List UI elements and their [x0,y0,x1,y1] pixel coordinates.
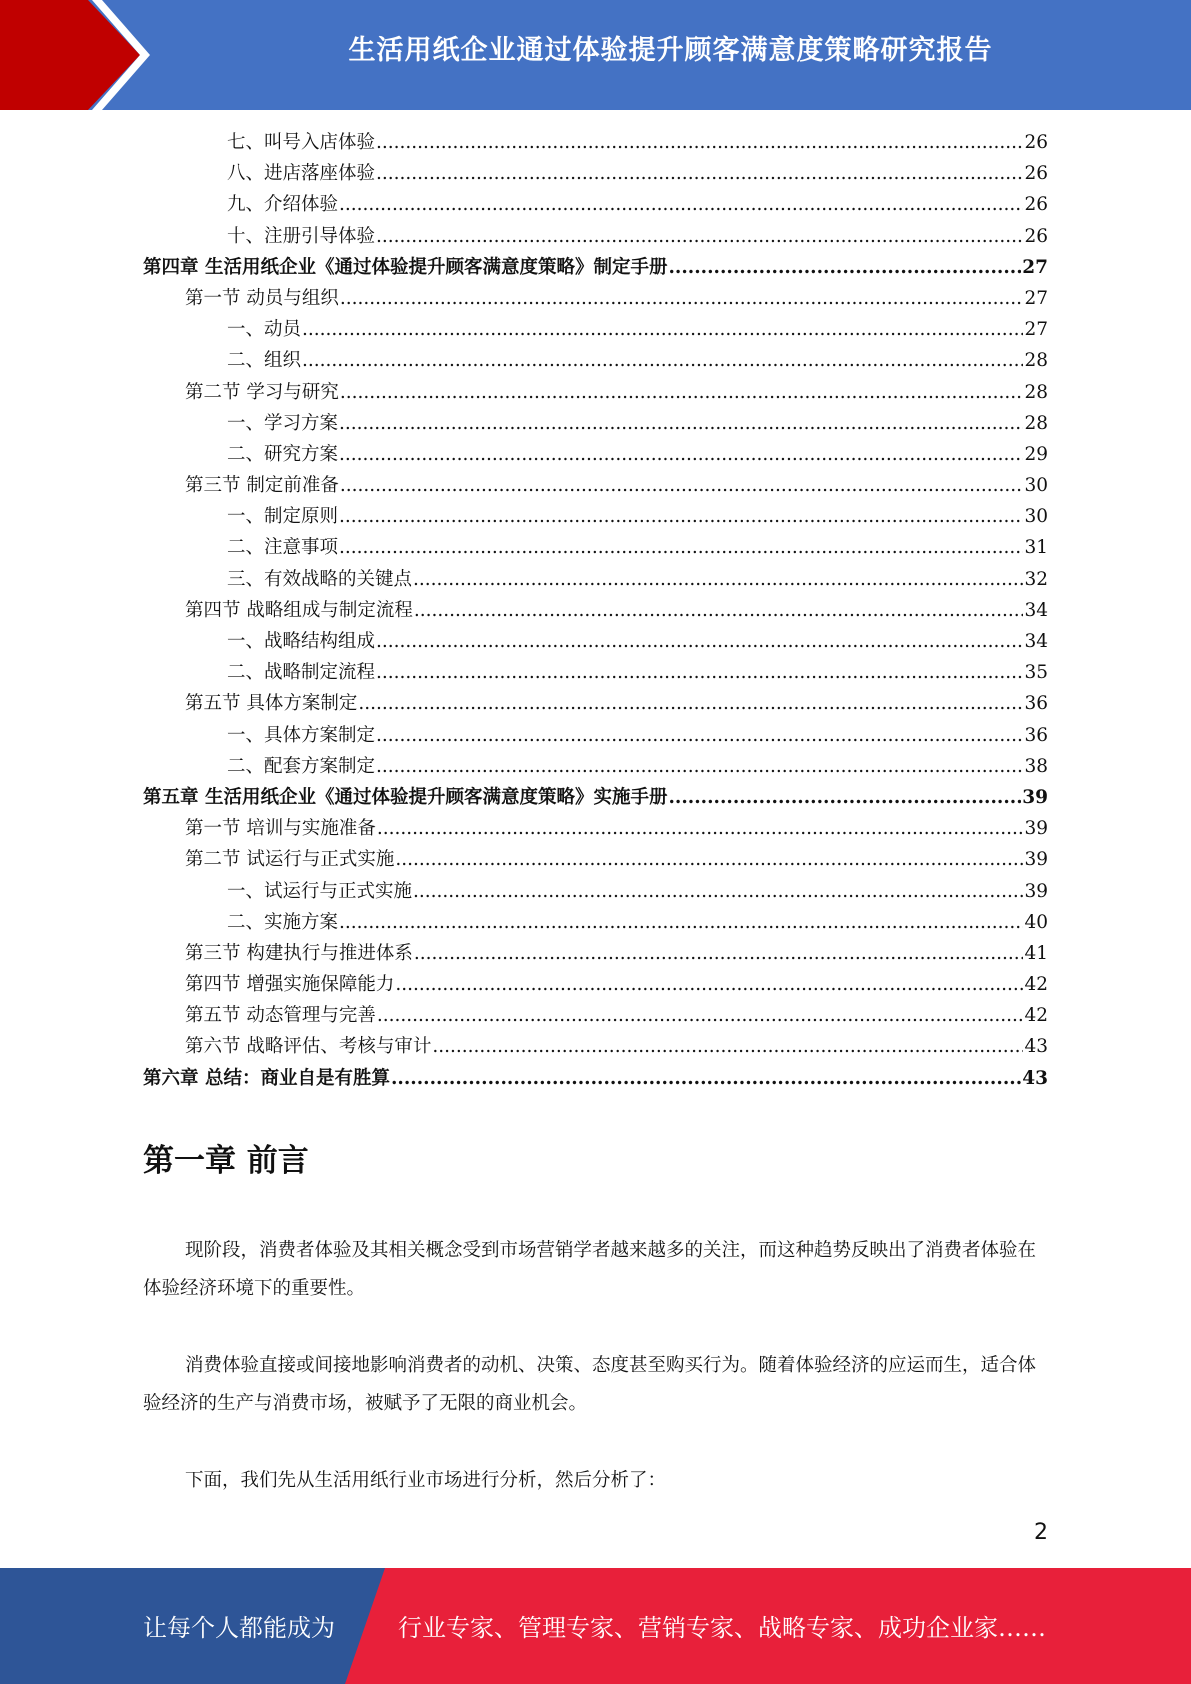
toc-entry-title: 第五节 动态管理与完善 [185,1005,376,1027]
toc-entry-page: 39 [1024,818,1048,840]
toc-entry-page: 27 [1022,256,1048,278]
toc-entry-page: 32 [1024,568,1048,590]
toc-entry[interactable] [185,1000,1048,1031]
toc-entry-page: 27 [1024,319,1048,341]
header-title: 生活用纸企业通过体验提升顾客满意度策略研究报告 [348,35,993,66]
toc-entry-title: 第二节 学习与研究 [185,381,339,403]
toc-entry-title: 十、注册引导体验 [227,225,376,247]
toc-leader-dots [391,1063,1021,1094]
toc-leader-dots [340,470,1024,501]
toc-entry-page: 31 [1024,537,1048,559]
table-of-contents [0,127,1191,1094]
toc-entry-page: 26 [1024,132,1048,153]
toc-entry-page: 26 [1024,225,1048,247]
paragraph: 现阶段，消费者体验及其相关概念受到市场营销学者越来越多的关注，而这种趋势反映出了消费者体验在体验经济环境下的重要性。 [143,1240,1037,1299]
toc-leader-dots [668,252,1021,283]
toc-entry-title: 第四节 战略组成与制定流程 [185,599,413,621]
toc-leader-dots [339,532,1023,563]
toc-entry[interactable] [227,501,1048,532]
toc-leader-dots [302,345,1023,376]
toc-entry-page: 42 [1024,1005,1048,1027]
toc-entry-page: 30 [1024,475,1048,497]
header-red-arrow [0,0,150,110]
toc-leader-dots [339,408,1023,439]
toc-entry[interactable] [227,439,1048,470]
toc-entry-title: 第二节 试运行与正式实施 [185,849,395,871]
toc-entry[interactable] [143,1063,1048,1094]
toc-entry[interactable] [185,377,1048,408]
toc-leader-dots [339,439,1023,470]
toc-entry[interactable] [185,470,1048,501]
toc-entry-title: 二、战略制定流程 [227,662,376,684]
toc-entry-title: 八、进店落座体验 [227,163,376,185]
toc-leader-dots [376,720,1023,751]
toc-entry-page: 27 [1024,287,1048,309]
toc-entry-page: 28 [1024,381,1048,403]
toc-leader-dots [376,127,1023,158]
toc-entry-title: 第四章 生活用纸企业《通过体验提升顾客满意度策略》制定手册 [143,256,668,278]
page-number: 2 [1034,1520,1048,1545]
toc-entry-page: 35 [1024,662,1048,684]
toc-entry-title: 二、研究方案 [227,443,339,465]
toc-leader-dots [414,595,1024,626]
toc-leader-dots [376,657,1023,688]
toc-entry[interactable] [227,189,1048,220]
toc-entry-page: 34 [1024,631,1048,652]
footer-slogan-right: 行业专家、管理专家、营销专家、战略专家、成功企业家…… [398,1614,1046,1642]
toc-leader-dots [339,501,1023,532]
toc-entry-title: 第五节 具体方案制定 [185,693,358,715]
toc-leader-dots [376,158,1023,189]
toc-entry-title: 第四节 增强实施保障能力 [185,974,395,996]
chapter-heading: 第一章 前言 [143,1143,309,1179]
toc-entry[interactable] [227,345,1048,376]
toc-entry-title: 二、注意事项 [227,537,339,559]
toc-leader-dots [302,314,1023,345]
toc-entry-page: 34 [1024,599,1048,621]
toc-entry-title: 一、动员 [227,319,302,341]
toc-leader-dots [668,782,1021,813]
toc-entry[interactable] [185,688,1048,719]
toc-entry-title: 第六节 战略评估、考核与审计 [185,1036,432,1058]
page-footer [0,1568,1191,1684]
toc-entry[interactable] [185,969,1048,1000]
toc-entry-page: 28 [1024,412,1048,434]
toc-entry-title: 三、有效战略的关键点 [227,568,413,590]
toc-entry-page: 40 [1024,911,1048,933]
toc-entry-title: 第六章 总结：商业自是有胜算 [143,1067,390,1089]
toc-entry[interactable] [185,1031,1048,1062]
toc-entry[interactable] [185,283,1048,314]
toc-entry[interactable] [143,252,1048,283]
toc-entry[interactable] [227,751,1048,782]
toc-entry[interactable] [185,595,1048,626]
toc-entry[interactable] [227,221,1048,252]
toc-leader-dots [358,688,1023,719]
toc-leader-dots [376,626,1023,657]
toc-entry[interactable] [227,907,1048,938]
toc-leader-dots [413,876,1023,907]
page-header [0,0,1191,110]
toc-entry-title: 一、试运行与正式实施 [227,880,413,902]
toc-entry-title: 一、具体方案制定 [227,724,376,746]
toc-entry-page: 26 [1024,194,1048,216]
toc-leader-dots [377,1000,1024,1031]
toc-entry[interactable] [185,813,1048,844]
toc-entry[interactable] [227,127,1048,158]
toc-leader-dots [340,377,1024,408]
toc-entry-page: 30 [1024,506,1048,528]
toc-entry-page: 43 [1022,1067,1048,1089]
toc-entry-title: 第一节 培训与实施准备 [185,818,376,840]
toc-leader-dots [339,907,1023,938]
paragraph: 消费体验直接或间接地影响消费者的动机、决策、态度甚至购买行为。随着体验经济的应运而生，适合体验经济的生产与消费市场，被赋予了无限的商业机会。 [143,1355,1037,1414]
toc-leader-dots [340,283,1024,314]
toc-entry-title: 一、战略结构组成 [227,631,376,652]
toc-entry[interactable] [185,938,1048,969]
toc-entry-title: 二、组织 [227,350,302,372]
toc-entry-page: 42 [1024,974,1048,996]
toc-leader-dots [377,813,1024,844]
toc-leader-dots [432,1031,1023,1062]
toc-entry[interactable] [227,532,1048,563]
paragraph: 下面，我们先从生活用纸行业市场进行分析，然后分析了： [185,1470,667,1491]
toc-entry-title: 七、叫号入店体验 [227,132,376,153]
toc-entry-page: 43 [1024,1036,1048,1058]
toc-entry-page: 39 [1024,880,1048,902]
toc-entry-title: 九、介绍体验 [227,194,339,216]
toc-entry-page: 39 [1024,849,1048,871]
toc-entry[interactable] [227,626,1048,657]
toc-entry[interactable] [227,314,1048,345]
toc-leader-dots [376,221,1023,252]
toc-entry[interactable] [227,158,1048,189]
toc-entry-title: 第五章 生活用纸企业《通过体验提升顾客满意度策略》实施手册 [143,786,668,808]
toc-leader-dots [339,189,1023,220]
toc-entry-page: 39 [1022,786,1048,808]
toc-entry-title: 第一节 动员与组织 [185,287,339,309]
toc-entry[interactable] [227,720,1048,751]
toc-leader-dots [376,751,1023,782]
toc-entry[interactable] [227,408,1048,439]
toc-leader-dots [414,938,1024,969]
toc-entry-page: 29 [1024,443,1048,465]
toc-entry-title: 一、学习方案 [227,412,339,434]
toc-leader-dots [413,564,1023,595]
toc-leader-dots [395,844,1023,875]
toc-entry-title: 二、实施方案 [227,911,339,933]
toc-entry-title: 二、配套方案制定 [227,755,376,777]
toc-leader-dots [395,969,1023,1000]
toc-entry-page: 41 [1024,942,1048,964]
toc-entry-title: 第三节 制定前准备 [185,475,339,497]
toc-entry[interactable] [227,657,1048,688]
toc-entry[interactable] [143,782,1048,813]
toc-entry[interactable] [227,876,1048,907]
toc-entry-page: 36 [1024,724,1048,746]
toc-entry-page: 26 [1024,163,1048,185]
toc-entry[interactable] [185,844,1048,875]
toc-entry[interactable] [227,564,1048,595]
toc-entry-page: 36 [1024,693,1048,715]
footer-slogan-left: 让每个人都能成为 [143,1614,335,1642]
toc-entry-page: 38 [1024,755,1048,777]
toc-entry-title: 第三节 构建执行与推进体系 [185,942,413,964]
toc-entry-page: 28 [1024,350,1048,372]
toc-entry-title: 一、制定原则 [227,506,339,528]
